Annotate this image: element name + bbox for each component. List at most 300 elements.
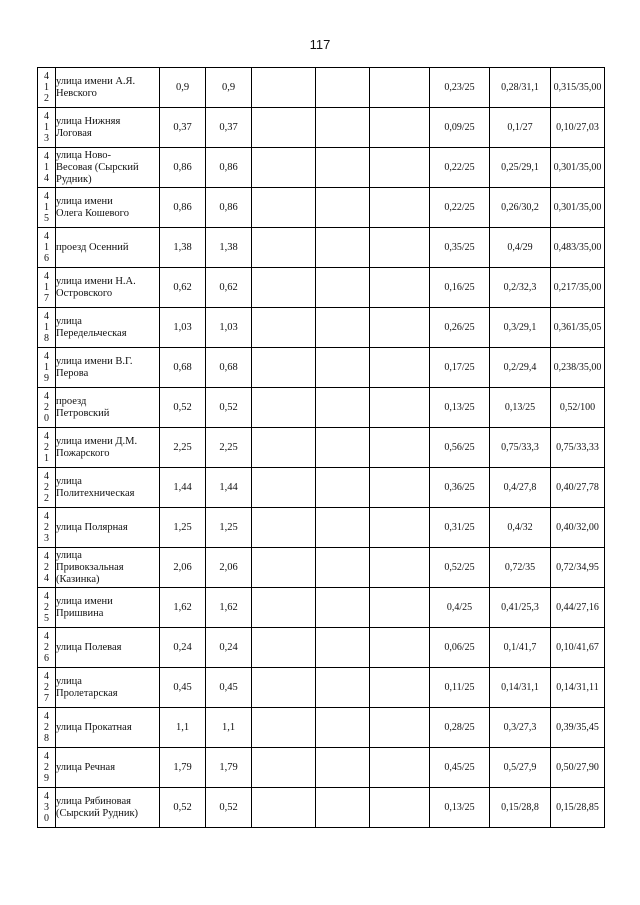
row-number-digit: 6 (44, 253, 49, 264)
row-number-digit: 7 (44, 693, 49, 704)
empty-cell (252, 748, 316, 788)
street-name-line: улица имени Н.А. (56, 275, 136, 287)
street-name-line: Политехническая (56, 487, 135, 499)
row-number-cell (38, 268, 56, 308)
street-name-line: улица имени В.Г. (56, 355, 133, 367)
row-number-digit: 4 (44, 671, 49, 682)
row-number-digit: 2 (44, 602, 49, 613)
length-total-cell: 1,79 (160, 748, 206, 788)
ratio-value-cell: 0,301/35,00 (551, 148, 605, 188)
table-row (38, 468, 605, 508)
ratio-value-cell: 0,13/25 (430, 388, 490, 428)
row-number-digit: 3 (44, 133, 49, 144)
ratio-value-cell: 0,28/31,1 (490, 68, 551, 108)
empty-cell (252, 508, 316, 548)
ratio-value-cell: 0,1/41,7 (490, 628, 551, 668)
empty-cell (252, 268, 316, 308)
ratio-value-cell: 0,14/31,11 (551, 668, 605, 708)
street-name-line: улица Полярная (56, 521, 128, 533)
length-value-cell: 1,79 (206, 748, 252, 788)
ratio-value-cell: 0,75/33,3 (490, 428, 551, 468)
ratio-value-cell: 0,5/27,9 (490, 748, 551, 788)
ratio-value-cell: 0,2/32,3 (490, 268, 551, 308)
row-number-digit: 4 (44, 151, 49, 162)
ratio-value-cell: 0,217/35,00 (551, 268, 605, 308)
street-name-line: Островского (56, 287, 113, 299)
row-number-digit: 2 (44, 402, 49, 413)
length-total-cell: 1,38 (160, 228, 206, 268)
ratio-value-cell: 0,1/27 (490, 108, 551, 148)
row-number-digit: 4 (44, 391, 49, 402)
street-name-line: Привокзальная (56, 561, 124, 573)
ratio-value-cell: 0,17/25 (430, 348, 490, 388)
row-number-digit: 3 (44, 533, 49, 544)
street-name-line: улица (56, 315, 82, 327)
street-name-cell (56, 188, 160, 228)
street-name-cell (56, 668, 160, 708)
row-number-digit: 1 (44, 202, 49, 213)
ratio-value-cell: 0,26/30,2 (490, 188, 551, 228)
length-value-cell: 0,37 (206, 108, 252, 148)
table-row (38, 508, 605, 548)
empty-cell (370, 548, 430, 588)
row-number-cell (38, 148, 56, 188)
ratio-value-cell: 0,06/25 (430, 628, 490, 668)
empty-cell (370, 188, 430, 228)
row-number-digit: 8 (44, 333, 49, 344)
street-name-cell (56, 588, 160, 628)
ratio-value-cell: 0,11/25 (430, 668, 490, 708)
ratio-value-cell: 0,15/28,8 (490, 788, 551, 828)
row-number-digit: 4 (44, 573, 49, 584)
ratio-value-cell: 0,26/25 (430, 308, 490, 348)
row-number-digit: 6 (44, 653, 49, 664)
ratio-value-cell: 0,39/35,45 (551, 708, 605, 748)
length-value-cell: 1,25 (206, 508, 252, 548)
road-data-table (37, 67, 605, 828)
street-name-line: улица (56, 675, 82, 687)
length-value-cell: 1,62 (206, 588, 252, 628)
ratio-value-cell: 0,56/25 (430, 428, 490, 468)
length-total-cell: 0,86 (160, 148, 206, 188)
table-row (38, 388, 605, 428)
empty-cell (252, 428, 316, 468)
street-name-line: улица Рябиновая (56, 795, 131, 807)
length-total-cell: 1,03 (160, 308, 206, 348)
row-number-digit: 4 (44, 791, 49, 802)
empty-cell (316, 588, 370, 628)
ratio-value-cell: 0,45/25 (430, 748, 490, 788)
ratio-value-cell: 0,52/25 (430, 548, 490, 588)
row-number-cell (38, 108, 56, 148)
length-value-cell: 0,52 (206, 388, 252, 428)
empty-cell (252, 68, 316, 108)
row-number-digit: 9 (44, 773, 49, 784)
row-number-digit: 1 (44, 242, 49, 253)
empty-cell (316, 388, 370, 428)
ratio-value-cell: 0,16/25 (430, 268, 490, 308)
ratio-value-cell: 0,238/35,00 (551, 348, 605, 388)
ratio-value-cell: 0,4/27,8 (490, 468, 551, 508)
ratio-value-cell: 0,23/25 (430, 68, 490, 108)
row-number-digit: 1 (44, 122, 49, 133)
row-number-cell (38, 548, 56, 588)
length-value-cell: 0,68 (206, 348, 252, 388)
row-number-cell (38, 788, 56, 828)
ratio-value-cell: 0,52/100 (551, 388, 605, 428)
street-name-cell (56, 388, 160, 428)
row-number-digit: 2 (44, 642, 49, 653)
street-name-cell (56, 628, 160, 668)
street-name-cell (56, 748, 160, 788)
table-row (38, 68, 605, 108)
length-total-cell: 0,52 (160, 788, 206, 828)
ratio-value-cell: 0,09/25 (430, 108, 490, 148)
row-number-digit: 1 (44, 82, 49, 93)
ratio-value-cell: 0,40/27,78 (551, 468, 605, 508)
empty-cell (370, 668, 430, 708)
empty-cell (252, 308, 316, 348)
ratio-value-cell: 0,3/27,3 (490, 708, 551, 748)
row-number-digit: 4 (44, 751, 49, 762)
empty-cell (370, 508, 430, 548)
empty-cell (252, 108, 316, 148)
row-number-digit: 4 (44, 631, 49, 642)
row-number-digit: 2 (44, 93, 49, 104)
ratio-value-cell: 0,315/35,00 (551, 68, 605, 108)
row-number-digit: 5 (44, 213, 49, 224)
page-number: 117 (309, 37, 331, 52)
row-number-digit: 4 (44, 511, 49, 522)
street-name-cell (56, 508, 160, 548)
empty-cell (316, 708, 370, 748)
length-total-cell: 0,37 (160, 108, 206, 148)
length-value-cell: 1,1 (206, 708, 252, 748)
street-name-line: улица имени Д.М. (56, 435, 138, 447)
street-name-cell (56, 108, 160, 148)
table-row (38, 308, 605, 348)
table-row (38, 228, 605, 268)
street-name-line: улица имени А.Я. (56, 75, 136, 87)
row-number-cell (38, 228, 56, 268)
empty-cell (316, 308, 370, 348)
street-name-line: проезд (56, 395, 87, 407)
ratio-value-cell: 0,36/25 (430, 468, 490, 508)
empty-cell (316, 788, 370, 828)
ratio-value-cell: 0,4/25 (430, 588, 490, 628)
row-number-cell (38, 68, 56, 108)
table-row (38, 428, 605, 468)
street-name-cell (56, 468, 160, 508)
street-name-line: (Казинка) (56, 573, 100, 585)
empty-cell (316, 668, 370, 708)
street-name-cell (56, 548, 160, 588)
ratio-value-cell: 0,41/25,3 (490, 588, 551, 628)
row-number-digit: 7 (44, 293, 49, 304)
street-name-cell (56, 708, 160, 748)
row-number-digit: 2 (44, 482, 49, 493)
length-total-cell: 0,62 (160, 268, 206, 308)
row-number-digit: 4 (44, 173, 49, 184)
row-number-digit: 4 (44, 271, 49, 282)
street-name-cell (56, 148, 160, 188)
street-name-line: Перова (56, 367, 89, 379)
empty-cell (370, 748, 430, 788)
empty-cell (370, 428, 430, 468)
length-value-cell: 0,9 (206, 68, 252, 108)
empty-cell (316, 748, 370, 788)
row-number-digit: 2 (44, 562, 49, 573)
length-value-cell: 0,45 (206, 668, 252, 708)
row-number-cell (38, 388, 56, 428)
length-total-cell: 1,44 (160, 468, 206, 508)
empty-cell (316, 468, 370, 508)
empty-cell (316, 268, 370, 308)
row-number-cell (38, 508, 56, 548)
length-total-cell: 0,9 (160, 68, 206, 108)
empty-cell (252, 188, 316, 228)
ratio-value-cell: 0,72/35 (490, 548, 551, 588)
row-number-cell (38, 308, 56, 348)
ratio-value-cell: 0,44/27,16 (551, 588, 605, 628)
empty-cell (252, 388, 316, 428)
empty-cell (370, 348, 430, 388)
empty-cell (370, 268, 430, 308)
row-number-digit: 4 (44, 431, 49, 442)
empty-cell (252, 708, 316, 748)
table-row (38, 668, 605, 708)
street-name-cell (56, 348, 160, 388)
empty-cell (316, 628, 370, 668)
table-row (38, 108, 605, 148)
ratio-value-cell: 0,15/28,85 (551, 788, 605, 828)
street-name-line: улица (56, 549, 82, 561)
row-number-digit: 1 (44, 453, 49, 464)
street-name-line: Логовая (56, 127, 92, 139)
row-number-digit: 1 (44, 362, 49, 373)
ratio-value-cell: 0,28/25 (430, 708, 490, 748)
row-number-digit: 1 (44, 282, 49, 293)
table-row (38, 348, 605, 388)
empty-cell (316, 348, 370, 388)
empty-cell (316, 508, 370, 548)
length-value-cell: 2,25 (206, 428, 252, 468)
row-number-digit: 4 (44, 191, 49, 202)
row-number-digit: 1 (44, 322, 49, 333)
street-name-line: улица имени (56, 595, 113, 607)
length-total-cell: 2,25 (160, 428, 206, 468)
empty-cell (252, 588, 316, 628)
empty-cell (370, 468, 430, 508)
ratio-value-cell: 0,13/25 (430, 788, 490, 828)
length-value-cell: 0,86 (206, 188, 252, 228)
row-number-cell (38, 188, 56, 228)
length-value-cell: 1,03 (206, 308, 252, 348)
row-number-digit: 1 (44, 162, 49, 173)
ratio-value-cell: 0,40/32,00 (551, 508, 605, 548)
row-number-cell (38, 668, 56, 708)
empty-cell (316, 188, 370, 228)
ratio-value-cell: 0,14/31,1 (490, 668, 551, 708)
empty-cell (252, 228, 316, 268)
empty-cell (316, 148, 370, 188)
ratio-value-cell: 0,4/29 (490, 228, 551, 268)
table-row (38, 748, 605, 788)
length-value-cell: 0,24 (206, 628, 252, 668)
street-name-line: Весовая (Сырский (56, 161, 139, 173)
length-total-cell: 1,62 (160, 588, 206, 628)
row-number-digit: 4 (44, 551, 49, 562)
empty-cell (370, 108, 430, 148)
length-value-cell: 1,38 (206, 228, 252, 268)
table-row (38, 268, 605, 308)
length-value-cell: 0,52 (206, 788, 252, 828)
row-number-digit: 4 (44, 71, 49, 82)
table-row (38, 548, 605, 588)
street-name-cell (56, 788, 160, 828)
street-name-line: Петровский (56, 407, 110, 419)
table-row (38, 788, 605, 828)
street-name-cell (56, 428, 160, 468)
street-name-line: Пришвина (56, 607, 104, 619)
empty-cell (370, 628, 430, 668)
street-name-cell (56, 268, 160, 308)
length-total-cell: 0,45 (160, 668, 206, 708)
empty-cell (252, 628, 316, 668)
empty-cell (370, 388, 430, 428)
row-number-digit: 4 (44, 711, 49, 722)
length-value-cell: 2,06 (206, 548, 252, 588)
ratio-value-cell: 0,35/25 (430, 228, 490, 268)
row-number-digit: 4 (44, 111, 49, 122)
row-number-cell (38, 588, 56, 628)
ratio-value-cell: 0,75/33,33 (551, 428, 605, 468)
row-number-digit: 9 (44, 373, 49, 384)
length-total-cell: 0,68 (160, 348, 206, 388)
length-total-cell: 1,1 (160, 708, 206, 748)
ratio-value-cell: 0,72/34,95 (551, 548, 605, 588)
row-number-digit: 4 (44, 471, 49, 482)
street-name-line: улица Ново- (56, 149, 112, 161)
street-name-line: улица Полевая (56, 641, 122, 653)
row-number-digit: 2 (44, 493, 49, 504)
street-name-line: Пожарского (56, 447, 110, 459)
empty-cell (370, 788, 430, 828)
empty-cell (252, 468, 316, 508)
table-row (38, 708, 605, 748)
row-number-digit: 2 (44, 682, 49, 693)
street-name-line: Рудник) (56, 173, 92, 185)
ratio-value-cell: 0,361/35,05 (551, 308, 605, 348)
row-number-cell (38, 748, 56, 788)
ratio-value-cell: 0,50/27,90 (551, 748, 605, 788)
empty-cell (252, 668, 316, 708)
table-row (38, 588, 605, 628)
street-name-line: Невского (56, 87, 97, 99)
row-number-cell (38, 348, 56, 388)
length-value-cell: 0,62 (206, 268, 252, 308)
street-name-line: (Сырский Рудник) (56, 807, 139, 819)
ratio-value-cell: 0,4/32 (490, 508, 551, 548)
ratio-value-cell: 0,2/29,4 (490, 348, 551, 388)
table-row (38, 148, 605, 188)
empty-cell (370, 308, 430, 348)
empty-cell (252, 548, 316, 588)
ratio-value-cell: 0,25/29,1 (490, 148, 551, 188)
ratio-value-cell: 0,22/25 (430, 148, 490, 188)
table-row (38, 628, 605, 668)
table-row (38, 188, 605, 228)
empty-cell (252, 348, 316, 388)
ratio-value-cell: 0,22/25 (430, 188, 490, 228)
street-name-cell (56, 68, 160, 108)
length-total-cell: 2,06 (160, 548, 206, 588)
street-name-cell (56, 228, 160, 268)
row-number-digit: 2 (44, 442, 49, 453)
empty-cell (316, 108, 370, 148)
empty-cell (316, 228, 370, 268)
length-total-cell: 0,24 (160, 628, 206, 668)
ratio-value-cell: 0,10/41,67 (551, 628, 605, 668)
empty-cell (316, 548, 370, 588)
row-number-digit: 8 (44, 733, 49, 744)
street-name-cell (56, 308, 160, 348)
row-number-digit: 4 (44, 351, 49, 362)
street-name-line: проезд Осенний (56, 241, 129, 253)
row-number-digit: 0 (44, 413, 49, 424)
street-name-line: улица (56, 475, 82, 487)
row-number-cell (38, 468, 56, 508)
empty-cell (370, 148, 430, 188)
street-name-line: улица имени (56, 195, 113, 207)
row-number-cell (38, 708, 56, 748)
empty-cell (370, 228, 430, 268)
row-number-digit: 4 (44, 231, 49, 242)
ratio-value-cell: 0,483/35,00 (551, 228, 605, 268)
row-number-digit: 3 (44, 802, 49, 813)
ratio-value-cell: 0,301/35,00 (551, 188, 605, 228)
length-total-cell: 0,86 (160, 188, 206, 228)
empty-cell (252, 788, 316, 828)
empty-cell (252, 148, 316, 188)
row-number-digit: 2 (44, 522, 49, 533)
row-number-digit: 2 (44, 722, 49, 733)
street-name-line: Пролетарская (56, 687, 118, 699)
row-number-digit: 5 (44, 613, 49, 624)
street-name-line: Передельческая (56, 327, 127, 339)
street-name-line: Олега Кошевого (56, 207, 129, 219)
ratio-value-cell: 0,13/25 (490, 388, 551, 428)
length-total-cell: 1,25 (160, 508, 206, 548)
empty-cell (370, 708, 430, 748)
ratio-value-cell: 0,10/27,03 (551, 108, 605, 148)
row-number-digit: 4 (44, 311, 49, 322)
street-name-line: улица Прокатная (56, 721, 132, 733)
empty-cell (316, 68, 370, 108)
row-number-cell (38, 628, 56, 668)
ratio-value-cell: 0,31/25 (430, 508, 490, 548)
row-number-cell (38, 428, 56, 468)
street-name-line: улица Речная (56, 761, 116, 773)
ratio-value-cell: 0,3/29,1 (490, 308, 551, 348)
empty-cell (316, 428, 370, 468)
empty-cell (370, 68, 430, 108)
length-value-cell: 0,86 (206, 148, 252, 188)
length-total-cell: 0,52 (160, 388, 206, 428)
row-number-digit: 4 (44, 591, 49, 602)
empty-cell (370, 588, 430, 628)
row-number-digit: 0 (44, 813, 49, 824)
